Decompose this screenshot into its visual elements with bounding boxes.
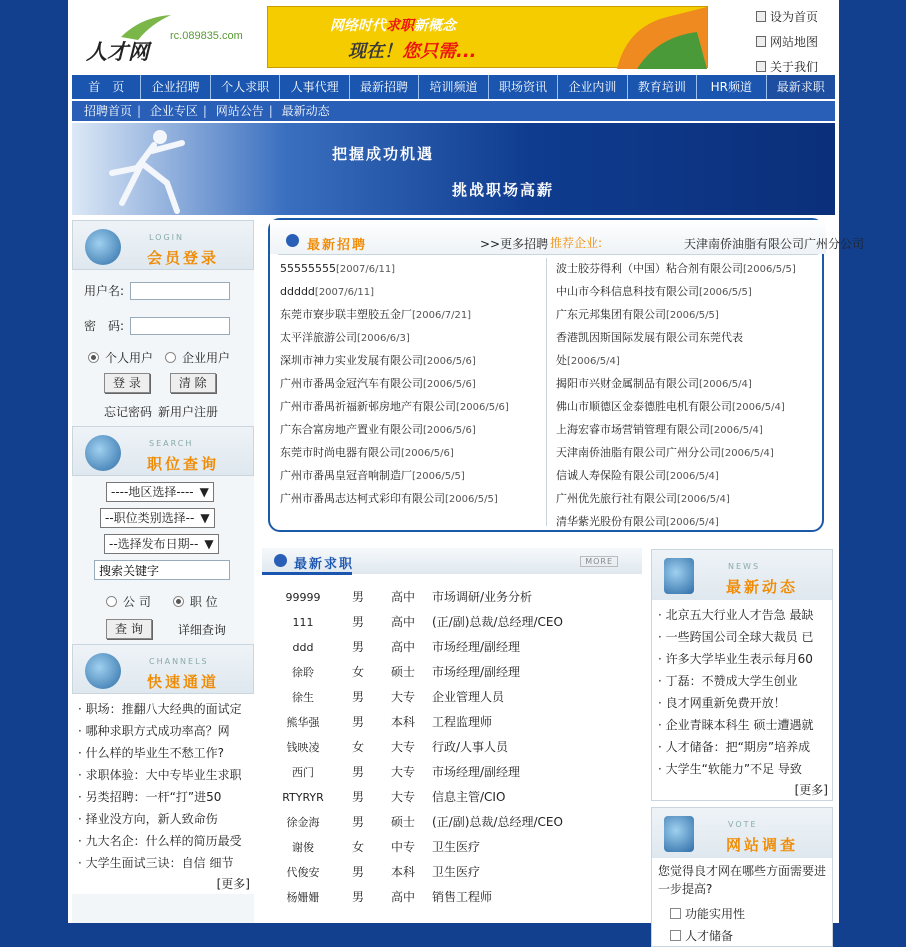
login-title: 会员登录	[147, 249, 220, 267]
table-row[interactable]: 钱映凌 女 大专 行政/人事人员	[286, 740, 509, 754]
subnav-recruit-home[interactable]: 招聘首页	[84, 104, 133, 118]
list-item[interactable]: 东莞市时尚电器有限公司[2006/5/6]	[280, 446, 454, 459]
map-icon	[756, 36, 766, 47]
channels-more-link[interactable]: [更多]	[72, 874, 254, 894]
vote-option[interactable]: 人才储备	[652, 924, 832, 946]
runner-figure-icon	[82, 123, 222, 215]
checkbox-icon[interactable]	[670, 908, 681, 919]
vote-title-en: VOTE	[728, 820, 758, 829]
list-item[interactable]: 广州市番禺志达柯式彩印有限公司[2006/5/5]	[280, 492, 498, 505]
table-row[interactable]: 杨姗姗 男 高中 销售工程师	[286, 890, 493, 904]
nav-latest-recruit[interactable]: 最新招聘	[350, 75, 419, 99]
news-title-en: NEWS	[728, 562, 761, 571]
recruit-title: 最新招聘	[307, 238, 368, 253]
main-nav	[72, 75, 835, 99]
list-item[interactable]: 波士胶芬得利（中国）粘合剂有限公司[2006/5/5]	[556, 262, 796, 275]
set-home-link[interactable]: 设为首页	[756, 4, 839, 29]
hero-line2: 挑战职场高薪	[452, 181, 555, 199]
members-icon	[85, 229, 121, 265]
arrow-bullet-icon	[274, 554, 287, 567]
magnifier-icon	[85, 435, 121, 471]
list-item[interactable]: 广州市番禺皇冠音响制造厂[2006/5/5]	[280, 469, 465, 482]
region-select[interactable]: ----地区选择---- ▼	[106, 482, 214, 502]
channels-list	[72, 694, 254, 874]
keyword-row	[72, 560, 254, 588]
nav-hr-channel[interactable]: HR频道	[697, 75, 766, 99]
date-select-row	[72, 534, 254, 560]
list-item[interactable]: · 九大名企：什么样的简历最受	[78, 834, 242, 848]
list-item[interactable]: · 丁磊：不赞成大学生创业	[658, 674, 798, 688]
list-item[interactable]: 广州市番禺祈福新邨房地产有限公司[2006/5/6]	[280, 400, 509, 413]
username-row	[72, 276, 254, 305]
about-link[interactable]: 关于我们	[756, 54, 839, 79]
right-column	[651, 549, 833, 943]
company-search-radio[interactable]	[106, 596, 117, 607]
list-item[interactable]: · 职场：推翻八大经典的面试定	[78, 702, 242, 716]
username-input[interactable]	[130, 282, 230, 300]
top-links	[756, 4, 839, 79]
nav-career-news[interactable]: 职场资讯	[489, 75, 558, 99]
news-list	[652, 600, 832, 780]
user-type-radios	[72, 344, 254, 370]
table-row[interactable]: 代俊安 男 本科 卫生医疗	[286, 865, 481, 879]
logo-text: 人才网	[86, 39, 149, 64]
register-link[interactable]: 新用户注册	[158, 404, 219, 419]
company-radio[interactable]	[165, 352, 176, 363]
username-label: 用户名:	[84, 284, 125, 298]
personal-radio[interactable]	[88, 352, 99, 363]
sitemap-link[interactable]: 网站地图	[756, 29, 839, 54]
list-item[interactable]: · 大学生“软能力”不足 导致	[658, 762, 802, 776]
sub-nav: 招聘首页 | 企业专区 | 网站公告 | 最新动态	[72, 101, 835, 121]
page-icon	[756, 11, 766, 22]
list-item[interactable]: 清华紫光股份有限公司[2006/5/4]	[556, 515, 719, 528]
nav-education[interactable]: 教育培训	[628, 75, 697, 99]
forgot-password-link[interactable]: 忘记密码	[104, 404, 153, 419]
search-title-en: SEARCH	[149, 439, 194, 448]
recruit-box	[268, 218, 865, 532]
date-select[interactable]: --选择发布日期-- ▼	[104, 534, 219, 554]
login-buttons	[72, 370, 254, 396]
news-header	[652, 550, 832, 600]
vote-question: 您觉得良才网在哪些方面需要进一步提高?	[658, 864, 827, 896]
login-button[interactable]: 登 录	[104, 373, 150, 393]
left-column	[72, 220, 254, 923]
search-type-radios	[72, 588, 254, 614]
banner-line1: 网络时代求职新概念	[330, 18, 456, 34]
company-radio-label: 企业用户	[182, 350, 231, 365]
list-item[interactable]: · 北京五大行业人才告急 最缺	[658, 608, 814, 622]
vote-title: 网站调查	[726, 836, 799, 854]
hand-pointer-icon	[664, 558, 694, 594]
hero-line1: 把握成功机遇	[332, 145, 435, 163]
list-item[interactable]: 广州优先旅行社有限公司[2006/5/4]	[556, 492, 730, 505]
clear-button[interactable]: 清 除	[170, 373, 216, 393]
region-select-row	[72, 482, 254, 508]
seekers-header	[262, 548, 642, 574]
subnav-company-zone[interactable]: 企业专区	[149, 104, 198, 118]
subnav-latest-news[interactable]: 最新动态	[281, 104, 330, 118]
list-item[interactable]: 天津南侨油脂有限公司广州分公司[2006/5/4]	[556, 446, 774, 459]
nav-training[interactable]: 培训频道	[419, 75, 488, 99]
list-item[interactable]: 深圳市神力实业发展有限公司[2006/5/6]	[280, 354, 476, 367]
list-item[interactable]: 东莞市寮步联丰塑胶五金厂[2006/7/21]	[280, 308, 472, 321]
list-item[interactable]: · 什么样的毕业生不愁工作?	[78, 746, 225, 760]
seekers-title: 最新求职	[294, 557, 355, 572]
table-row[interactable]: ddd 男 高中 市场经理/副经理	[292, 640, 521, 654]
table-row[interactable]: 熊华强 男 本科 工程监理师	[286, 715, 493, 729]
recruit-right-list	[556, 258, 820, 534]
login-header	[72, 220, 254, 270]
table-row[interactable]: 谢俊 女 中专 卫生医疗	[292, 840, 481, 854]
recruit-header	[270, 220, 865, 254]
job-search-radio[interactable]	[173, 596, 184, 607]
list-item[interactable]: 广东合富房地产置业有限公司[2006/5/6]	[280, 423, 476, 436]
hero-banner	[72, 123, 835, 215]
logo-url: rc.089835.com	[170, 30, 243, 42]
list-item[interactable]: · 许多大学毕业生表示每月60	[658, 652, 813, 666]
login-links	[72, 396, 254, 426]
dropdown-arrow-icon: ▼	[199, 485, 209, 499]
channels-title: 快速通道	[147, 673, 220, 691]
personal-radio-label: 个人用户	[105, 350, 154, 365]
vote-header	[652, 808, 832, 858]
list-item[interactable]: 广州市番禺金冠汽车有限公司[2006/5/6]	[280, 377, 476, 390]
list-item[interactable]: · 另类招聘：一杆“打”进50	[78, 790, 222, 804]
list-item[interactable]: · 大学生面试三诀：自信 细节	[78, 856, 234, 870]
news-title: 最新动态	[726, 578, 799, 596]
list-item[interactable]: 太平洋旅游公司[2006/6/3]	[280, 331, 410, 344]
dropdown-arrow-icon: ▼	[200, 511, 210, 525]
news-box	[651, 549, 833, 801]
table-row[interactable]: 徐金海 男 硕士 (正/副)总裁/总经理/CEO	[286, 815, 563, 829]
arrow-bullet-icon	[286, 234, 299, 247]
table-row[interactable]: RTYRYR 男 大专 信息主管/CIO	[282, 790, 506, 804]
list-item[interactable]: 广东元邦集团有限公司[2006/5/5]	[556, 308, 719, 321]
vote-box-icon	[664, 816, 694, 852]
category-select[interactable]: --职位类别选择-- ▼	[100, 508, 215, 528]
password-row	[72, 311, 254, 340]
list-item[interactable]: 中山市今科信息科技有限公司[2006/5/5]	[556, 285, 752, 298]
list-item[interactable]: · 求职体验：大中专毕业生求职	[78, 768, 242, 782]
nav-hr-agency[interactable]: 人事代理	[280, 75, 349, 99]
list-item[interactable]: 揭阳市兴财金属制品有限公司[2006/5/4]	[556, 377, 752, 390]
nav-company-recruit[interactable]: 企业招聘	[141, 75, 210, 99]
job-search-label: 职 位	[189, 594, 218, 609]
category-select-row	[72, 508, 254, 534]
list-item[interactable]: 上海宏睿市场营销管理有限公司[2006/5/4]	[556, 423, 763, 436]
list-item[interactable]: · 良才网重新免费开放！	[658, 696, 786, 710]
seekers-table	[268, 585, 638, 910]
search-buttons	[72, 614, 254, 644]
query-button[interactable]: 查 询	[106, 619, 152, 639]
lock-icon	[756, 61, 766, 72]
channels-header	[72, 644, 254, 694]
list-item[interactable]: 信诚人寿保险有限公司[2006/5/4]	[556, 469, 719, 482]
search-title: 职位查询	[147, 455, 220, 473]
list-item[interactable]: · 择业没方向，新人致命伤	[78, 812, 218, 826]
password-label: 密 码:	[84, 319, 125, 333]
banner-line2: 现在！您只需...	[348, 41, 477, 62]
list-item[interactable]: 55555555[2007/6/11]	[280, 262, 396, 275]
seekers-more-link[interactable]: MORE	[580, 556, 618, 567]
keyword-input[interactable]	[94, 560, 230, 580]
list-item[interactable]: 佛山市顺德区金泰德胜电机有限公司[2006/5/4]	[556, 400, 785, 413]
channels-title-en: CHANNELS	[149, 657, 209, 666]
advanced-search-link[interactable]: 详细查询	[177, 622, 226, 637]
vote-option[interactable]: 功能实用性	[652, 902, 832, 924]
search-header	[72, 426, 254, 476]
vote-box	[651, 807, 833, 947]
nav-internal-training[interactable]: 企业内训	[558, 75, 627, 99]
recruit-left-list	[280, 258, 542, 511]
list-item[interactable]: · 企业青睐本科生 硕士遭遇就	[658, 718, 814, 732]
site-logo[interactable]	[86, 10, 256, 65]
table-row[interactable]: 111 男 高中 (正/副)总裁/总经理/CEO	[292, 615, 563, 629]
page	[68, 0, 865, 943]
dropdown-arrow-icon: ▼	[204, 537, 214, 551]
recommend-scroller[interactable]: 天津南侨油脂有限公司广州分公司	[684, 237, 865, 251]
list-item[interactable]: 处[2006/5/4]	[556, 354, 620, 367]
password-input[interactable]	[130, 317, 230, 335]
subnav-announcement[interactable]: 网站公告	[215, 104, 264, 118]
table-row[interactable]: 徐生 男 大专 企业管理人员	[292, 690, 505, 704]
recommend-label: 推荐企业:	[550, 236, 603, 250]
table-row[interactable]: 99999 男 高中 市场调研/业务分析	[285, 590, 533, 604]
news-more-link[interactable]: [更多]	[794, 783, 828, 797]
list-item[interactable]: · 人才储备：把“期房”培养成	[658, 740, 811, 754]
table-row[interactable]: 西门 男 大专 市场经理/副经理	[292, 765, 521, 779]
banner-hand-icon	[587, 7, 707, 69]
table-row[interactable]: 徐聆 女 硕士 市场经理/副经理	[292, 665, 521, 679]
login-title-en: LOGIN	[149, 233, 185, 242]
checkbox-icon[interactable]	[670, 930, 681, 941]
company-search-label: 公 司	[123, 594, 151, 609]
recruit-more-link[interactable]: >>更多招聘	[480, 237, 549, 251]
list-item[interactable]: ddddd[2007/6/11]	[280, 285, 374, 298]
satellite-dish-icon	[85, 653, 121, 689]
nav-home[interactable]: 首 页	[72, 75, 141, 99]
list-item[interactable]: 香港凯因斯国际发展有限公司东莞代表	[556, 331, 743, 344]
list-item[interactable]: · 哪种求职方式成功率高？网	[78, 724, 230, 738]
nav-personal-job[interactable]: 个人求职	[211, 75, 280, 99]
list-item[interactable]: · 一些跨国公司全球大裁员 已	[658, 630, 814, 644]
header-banner[interactable]	[267, 6, 708, 68]
nav-latest-seekers[interactable]: 最新求职	[767, 75, 835, 99]
